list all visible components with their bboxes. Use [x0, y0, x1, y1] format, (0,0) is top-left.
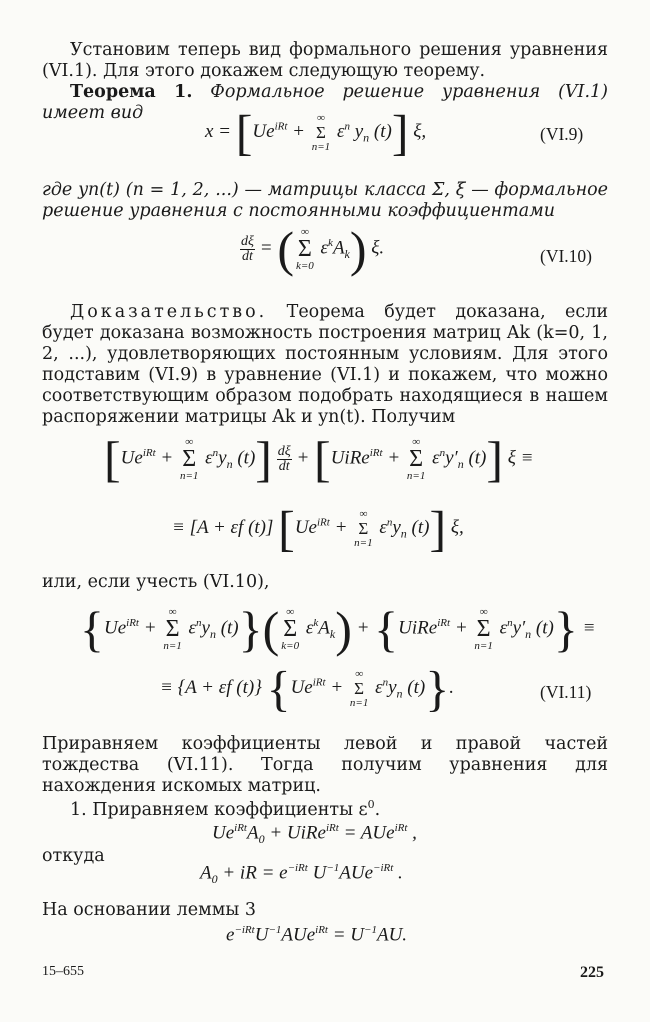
- paragraph-where: где yn(t) (n = 1, 2, ...) — матрицы класса Σ, ξ — формальное решение уравнения с постоянными коэффициентами: [42, 180, 608, 221]
- theorem-text: Формальное решение уравнения (VI.1) имеет вид: [42, 82, 608, 123]
- paragraph-or: или, если учесть (VI.10),: [42, 572, 270, 592]
- equation-vi9: $x = [Ue^{iRt}$ + ∞ Σ n=1 $\varepsilon^n$ $y_n$ (t)] ξ,: [205, 104, 427, 161]
- word-whence: откуда: [42, 846, 105, 866]
- proof-text: Теорема будет доказана, если будет доказана возможность построения матриц Ak (k=0, 1, 2, ...), удовлетворяющих постоянным условиям. Для этого подставим (VI.9) в уравнение (VI.1) и покажем, что можно соответствующим образом подобрать находящиеся в нашем распоряжении матрицы Ak и yn(t). Получим: [42, 302, 608, 427]
- paragraph-equate: Приравняем коэффициенты левой и правой частей тождества (VI.11). Тогда получим уравнения для нахождения искомых матриц.: [42, 734, 608, 796]
- paragraph-intro: Установим теперь вид формального решения уравнения (VI.1). Для этого докажем следующую теорему.: [42, 40, 608, 81]
- footer-signature: 15–655: [42, 964, 84, 979]
- item-1: 1. Приравняем коэффициенты $\varepsilon^0$.: [70, 798, 381, 820]
- equation-vi11-number: (VI.11): [540, 682, 592, 702]
- proof-word: Доказательство.: [70, 302, 268, 322]
- equation-coeff-0: $Ue^{iRt}A_0$ + UiRe$^{iRt}$ = AUe$^{iRt}$ ,: [212, 822, 417, 847]
- paragraph-lemma: На основании леммы 3: [42, 900, 256, 920]
- equation-vi10: $\frac{d\xi}{dt}$ = ( ∞ Σ k=0 $\varepsilon^kA_k$) ξ.: [241, 221, 385, 277]
- equation-substitution-line2: ≡ [A + εf (t)] [$Ue^{iRt}$ + ∞ Σ n=1 $\varepsilon^ny_n$ (t)] ξ,: [172, 500, 464, 557]
- theorem-label: Теорема 1.: [70, 82, 193, 102]
- equation-vi11-line1: {$Ue^{iRt}$ + ∞ Σ n=1 $\varepsilon^ny_n$ (t)}( ∞ Σ k=0 $\varepsilon^kA_k$) + {UiRe$^{iRt}$ + ∞ Σ n=1 $\varepsilon^ny'_n$ (t)} ≡: [80, 601, 596, 657]
- equation-vi10-number: (VI.10): [540, 246, 592, 266]
- equation-a0: $A_0$ + iR = $e^{-iRt}$ $U^{-1}AUe^{-iRt}$ .: [200, 862, 403, 887]
- equation-vi11-line2: ≡ {A + εf (t)} {$Ue^{iRt}$ + ∞ Σ n=1 $\varepsilon^ny_n$ (t)}.: [160, 660, 454, 717]
- item-1-text: 1. Приравняем коэффициенты ε: [70, 799, 368, 820]
- item-1-superscript: 0: [367, 798, 375, 811]
- equation-lemma: $e^{-iRt}U^{-1}AUe^{iRt} = U^{-1}AU$.: [226, 924, 408, 946]
- paragraph-proof: [42, 302, 608, 428]
- equation-vi9-number: (VI.9): [540, 124, 584, 144]
- equation-substitution-line1: [$Ue^{iRt}$ + ∞ Σ n=1 $\varepsilon^ny_n$ (t)] $\frac{d\xi}{dt}$ + [UiRe$^{iRt}$ + ∞ Σ n=1 $\varepsilon^ny'_n$ (t)] ξ ≡: [104, 431, 534, 487]
- page-number: 225: [580, 964, 604, 981]
